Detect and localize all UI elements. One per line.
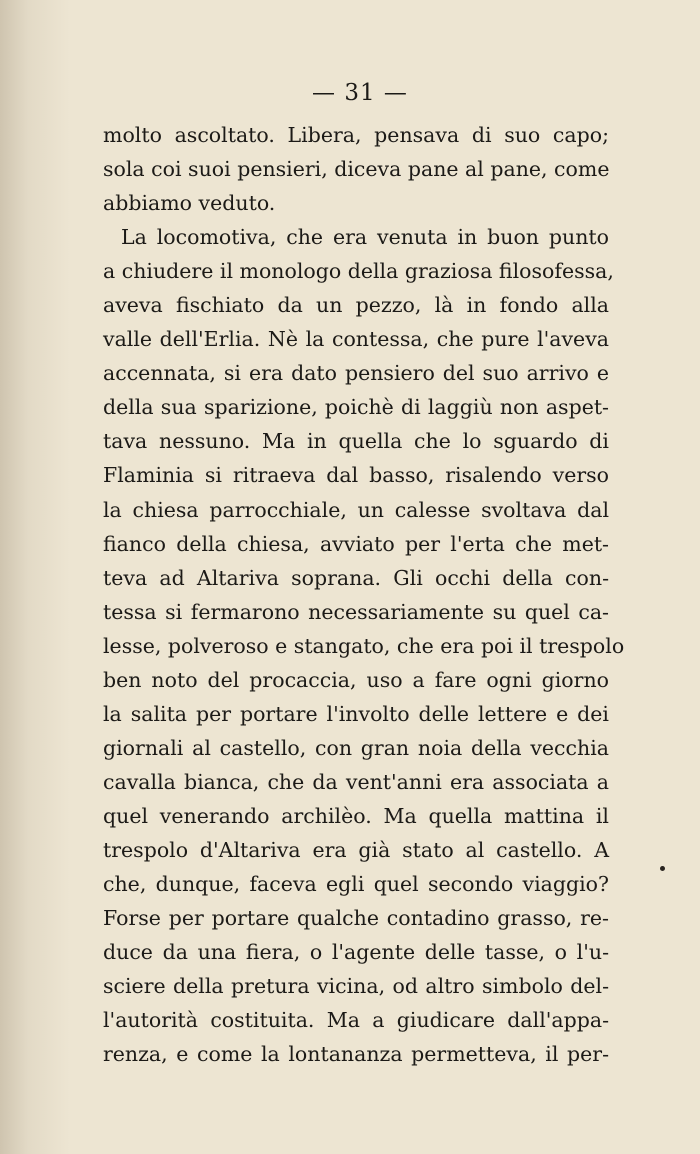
text-line: accennata, si era dato pensiero del suo arrivo e	[103, 361, 609, 386]
text-line: Forse per portare qualche contadino grasso, re-	[103, 906, 609, 931]
text-line: la salita per portare l'involto delle lettere e dei	[103, 701, 609, 726]
text-line: giornali al castello, con gran noia della vecchia	[103, 735, 609, 760]
text-line: valle dell'Erlia. Nè la contessa, che pure l'aveva	[103, 327, 609, 352]
ink-spot	[660, 866, 665, 871]
text-line: La locomotiva, che era venuta in buon punto	[121, 225, 609, 250]
text-line: lesse, polveroso e stangato, che era poi il trespolo	[103, 633, 625, 658]
text-line: abbiamo veduto.	[103, 191, 276, 216]
text-line: fianco della chiesa, avviato per l'erta che met-	[103, 531, 609, 556]
text-line: Flaminia si ritraeva dal basso, risalendo verso	[103, 463, 609, 488]
text-line: teva ad Altariva soprana. Gli occhi della con-	[103, 565, 609, 590]
text-line: quel venerando archilèo. Ma quella mattina il	[103, 803, 609, 828]
text-line: sciere della pretura vicina, od altro simbolo del-	[103, 974, 609, 999]
text-line: a chiudere il monologo della graziosa filosofessa,	[103, 259, 614, 284]
text-line: molto ascoltato. Libera, pensava di suo capo;	[103, 123, 609, 147]
text-line: aveva fischiato da un pezzo, là in fondo alla	[103, 293, 609, 318]
text-line: trespolo d'Altariva era già stato al castello. A	[103, 837, 609, 862]
body-text	[103, 118, 625, 1071]
text-line: della sua sparizione, poichè di laggiù non aspet-	[103, 395, 609, 420]
text-line: che, dunque, faceva egli quel secondo viaggio?	[103, 872, 609, 897]
text-line: duce da una fiera, o l'agente delle tasse, o l'u-	[103, 940, 609, 965]
text-line: la chiesa parrocchiale, un calesse svoltava dal	[103, 497, 609, 522]
page-number: — 31 —	[312, 80, 408, 106]
text-line: sola coi suoi pensieri, diceva pane al pane, come	[103, 157, 610, 182]
text-line: renza, e come la lontananza permetteva, il per-	[103, 1042, 609, 1067]
text-line: tava nessuno. Ma in quella che lo sguardo di	[103, 429, 609, 454]
text-line: cavalla bianca, che da vent'anni era associata a	[103, 769, 609, 794]
text-line: l'autorità costituita. Ma a giudicare dall'appa-	[103, 1008, 609, 1033]
text-line: ben noto del procaccia, uso a fare ogni giorno	[103, 667, 609, 692]
text-line: tessa si fermarono necessariamente su quel ca-	[103, 599, 609, 624]
